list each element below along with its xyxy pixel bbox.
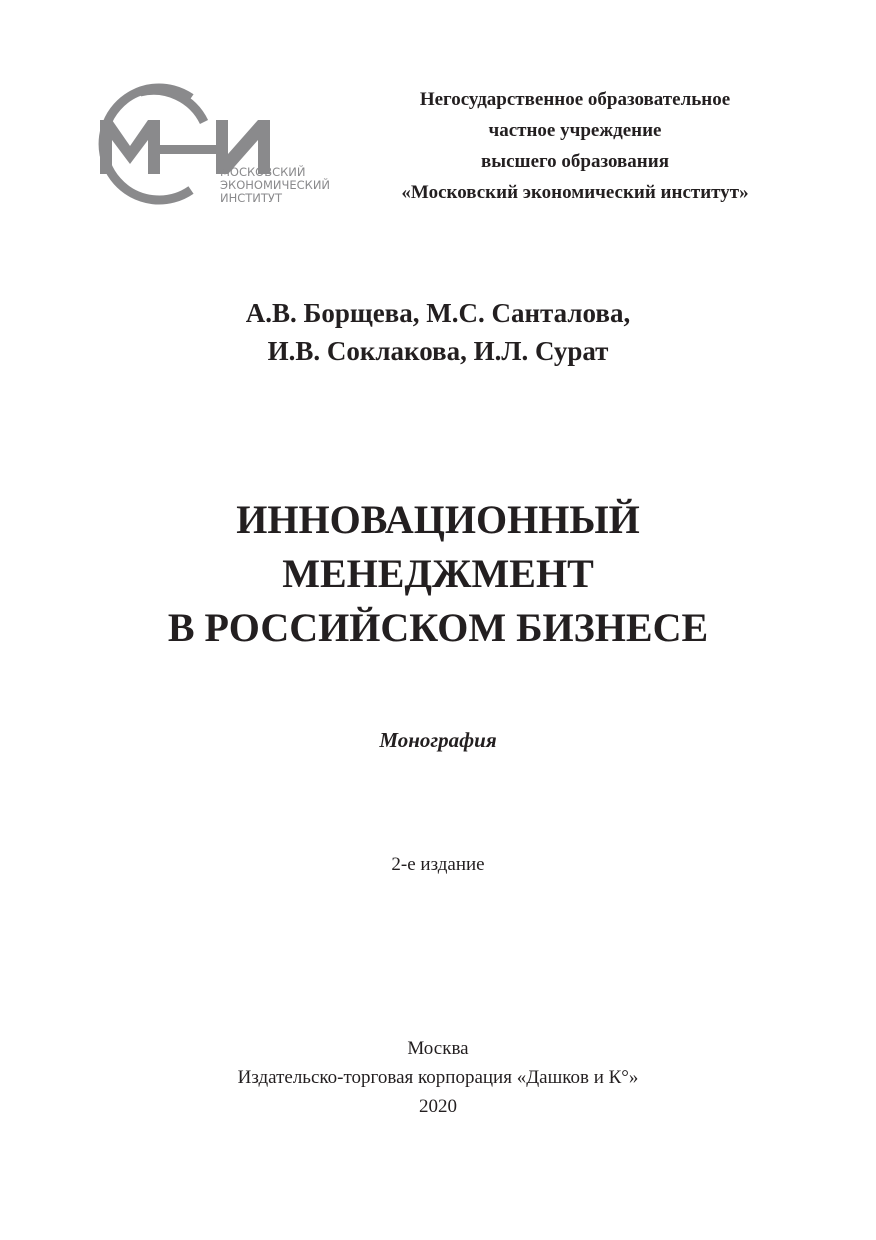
organization-name (360, 84, 790, 208)
book-title (0, 493, 876, 655)
organization-line: Негосударственное образовательное (419, 89, 731, 110)
book-genre: Монография (379, 728, 497, 752)
institute-logo (96, 82, 358, 206)
logo-caption-line-2: ЭКОНОМИЧЕСКИЙ (220, 178, 331, 192)
logo-caption-line-3: ИНСТИТУТ (220, 191, 282, 205)
logo-caption-line-1: МОСКОВСКИЙ (220, 165, 306, 179)
title-line: ИННОВАЦИОННЫЙ (236, 497, 640, 542)
organization-line: «Московский экономический институт» (401, 182, 749, 203)
mei-logo-mark (96, 82, 358, 206)
title-line: МЕНЕДЖМЕНТ (282, 551, 594, 596)
imprint (0, 1034, 876, 1121)
authors-line: И.В. Соклакова, И.Л. Сурат (267, 336, 609, 366)
authors-line: А.В. Борщева, М.С. Санталова, (245, 298, 631, 328)
organization-line: частное учреждение (488, 120, 662, 141)
imprint-publisher: Издательско-торговая корпорация «Дашков и К°» (237, 1067, 639, 1088)
organization-line: высшего образования (481, 151, 669, 172)
authors (0, 294, 876, 370)
title-line: В РОССИЙСКОМ БИЗНЕСЕ (167, 605, 709, 650)
imprint-year: 2020 (419, 1096, 457, 1117)
edition-label: 2-е издание (391, 854, 485, 875)
imprint-city: Москва (407, 1038, 469, 1059)
